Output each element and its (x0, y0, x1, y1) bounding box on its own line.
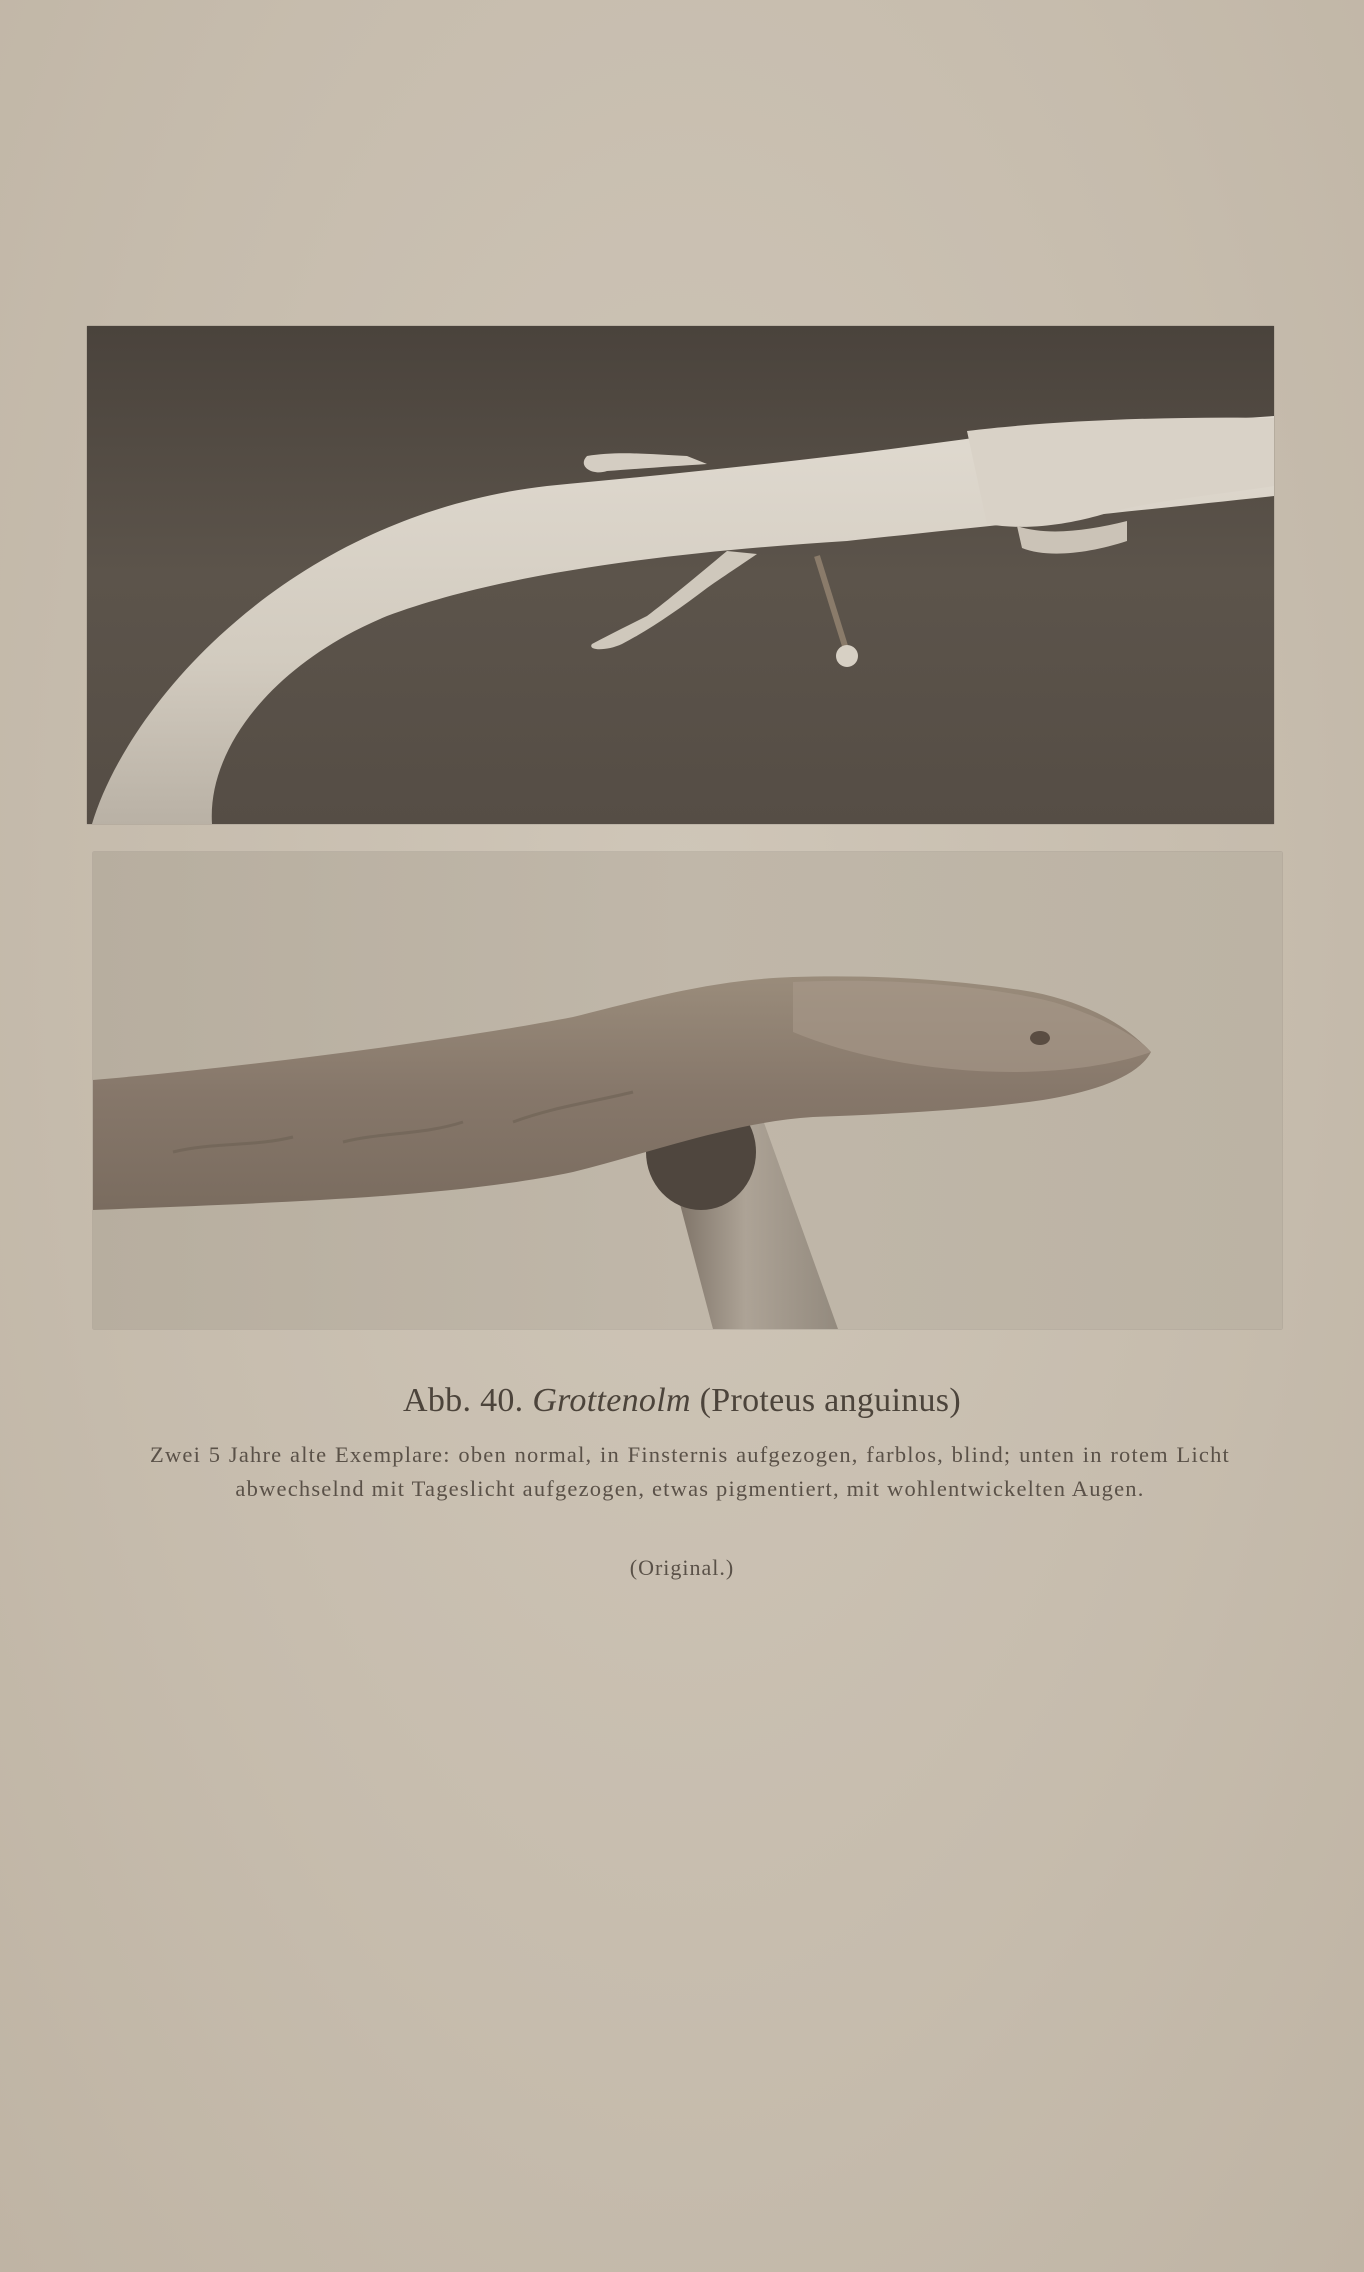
figure-source: (Original.) (629, 1555, 735, 1580)
figure-label: Abb. 40. (403, 1382, 524, 1419)
photo-bottom-pigmented-specimen (93, 852, 1282, 1329)
figure-title (130, 1382, 1234, 1420)
figure-common-name: Grottenolm (532, 1382, 691, 1419)
photo-top-image (87, 326, 1274, 824)
photo-top-unpigmented-specimen (87, 326, 1274, 824)
figure-scientific-name: (Proteus anguinus) (699, 1382, 961, 1419)
figure-description: Zwei 5 Jahre alte Exemplare: oben normal, in Finsternis aufgezogen, farblos, blind; unten in rotem Licht abwechselnd mit Tageslicht aufgezogen, etwas pigmentiert, mit wohlentwickelten Augen. (150, 1442, 1230, 1501)
photo-bottom-image (93, 852, 1282, 1329)
